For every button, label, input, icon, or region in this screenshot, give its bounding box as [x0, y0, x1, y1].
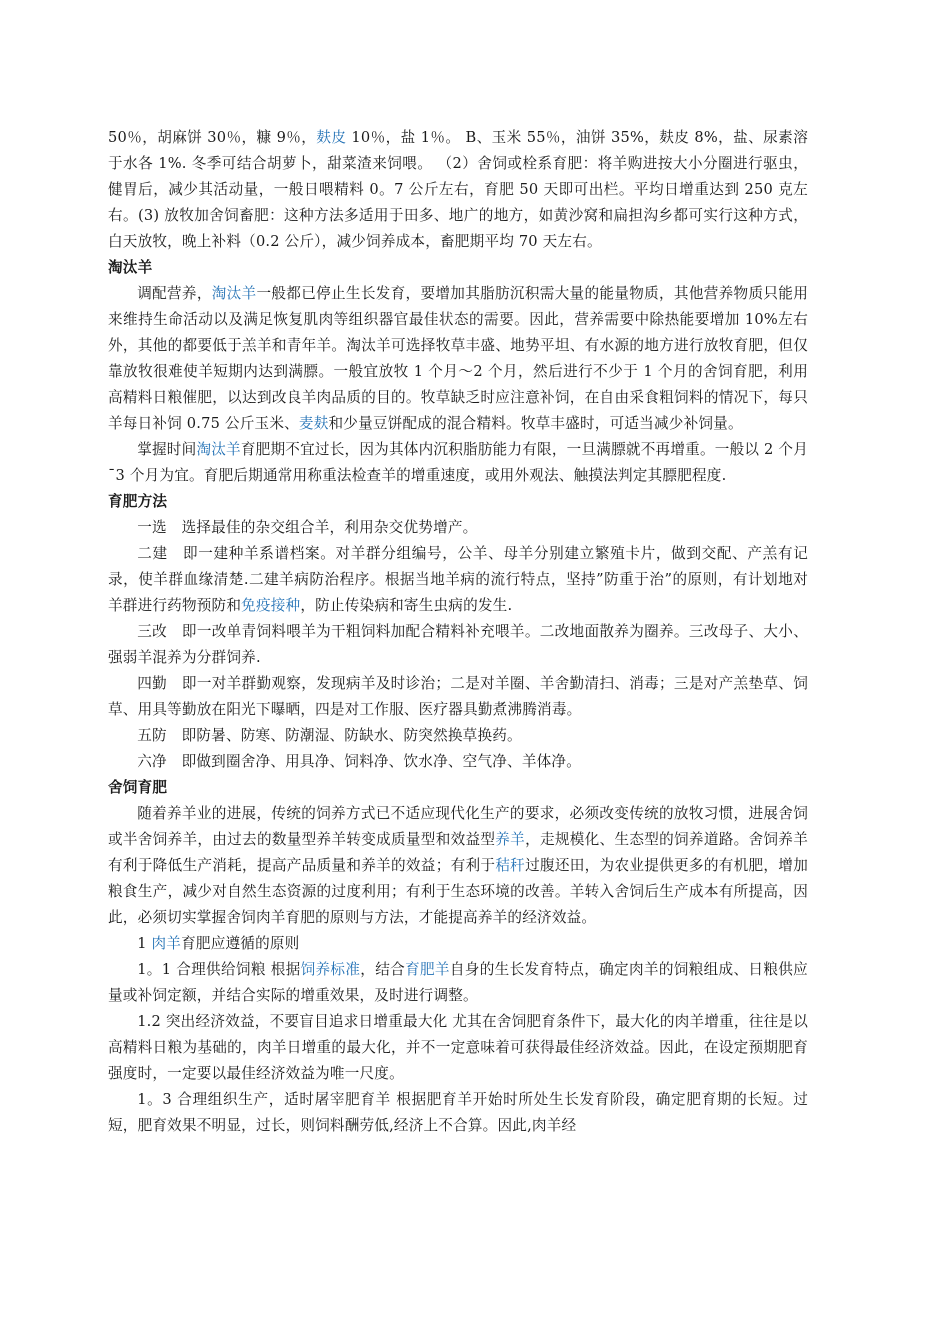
paragraph: 四勤 即一对羊群勤观察，发现病羊及时诊治；二是对羊圈、羊舍勤清扫、消毒；三是对产羔垫草、饲草、用具等勤放在阳光下曝晒，四是对工作服、医疗器具勤煮沸腾消毒。	[108, 675, 808, 718]
link-fupi[interactable]: 麸皮	[316, 129, 347, 146]
paragraph: 1。1 合理供给饲粮 根据饲养标准，结合育肥羊自身的生长发育特点，确定肉羊的饲粮组成、日粮供应量或补饲定额，并结合实际的增重效果，及时进行调整。	[108, 961, 808, 1004]
link-rouyang[interactable]: 肉羊	[151, 935, 182, 952]
paragraph: 随着养羊业的进展，传统的饲养方式已不适应现代化生产的要求，必须改变传统的放牧习惯，进展舍饲或半舍饲养羊，由过去的数量型养羊转变成质量型和效益型养羊，走规模化、生态型的饲养道路。舍饲养羊有利于降低生产消耗，提高产品质量和养羊的效益；有利于秸秆过腹还田，为农业提供更多的有机肥，增加粮食生产，减少对自然生态资源的过度利用；有利于生态环境的改善。羊转入舍饲后生产成本有所提高，因此，必须切实掌握舍饲肉羊育肥的原则与方法，才能提高养羊的经济效益。	[108, 805, 808, 926]
link-taotaiyang[interactable]: 淘汰羊	[196, 441, 241, 458]
paragraph: 一选 选择最佳的杂交组合羊，利用杂交优势增产。	[137, 519, 478, 536]
paragraph: 掌握时间淘汰羊育肥期不宜过长，因为其体内沉积脂肪能力有限，一旦满膘就不再增重。一般以 2 个月¯3 个月为宜。育肥后期通常用称重法检查羊的增重速度，或用外观法、触摸法判定其膘肥程度.	[108, 441, 808, 484]
intro-paragraph: 50％，胡麻饼 30％，糠 9％，麸皮 10％，盐 1％。 B、玉米 55％，油饼 35%，麸皮 8%，盐、尿素溶于水各 1%. 冬季可结合胡萝卜，甜菜渣来饲喂。 （2）舍饲或栓系育肥：将羊购进按大小分圈进行驱虫，健胃后，减少其活动量，一般日喂精料 0。7 公斤左右，育肥 50 天即可出栏。平均日增重达到 250 克左右。(3) 放牧加舍饲畜肥：这种方法多适用于田多、地广的地方，如黄沙窝和扁担沟乡都可实行这种方式，白天放牧，晚上补料（0.2 公斤），减少饲养成本，畜肥期平均 70 天左右。	[108, 129, 808, 250]
paragraph: 三改 即一改单青饲料喂羊为干粗饲料加配合精料补充喂羊。二改地面散养为圈养。三改母子、大小、强弱羊混养为分群饲养.	[108, 623, 808, 666]
paragraph: 1。3 合理组织生产，适时屠宰肥育羊 根据肥育羊开始时所处生长发育阶段，确定肥育期的长短。过短，肥育效果不明显，过长，则饲料酬劳低,经济上不合算。因此,肉羊经	[108, 1091, 808, 1134]
document-body	[108, 125, 808, 1139]
paragraph: 二建 即一建种羊系谱档案。对羊群分组编号，公羊、母羊分别建立繁殖卡片，做到交配、产羔有记录，使羊群血缘清楚.二建羊病防治程序。根据当地羊病的流行特点，坚持”防重于治”的原则，有计划地对羊群进行药物预防和免疫接种，防止传染病和寄生虫病的发生.	[108, 545, 808, 614]
section-heading-shesiyufei: 舍饲育肥	[108, 779, 168, 796]
section-heading-taotaiyang: 淘汰羊	[108, 259, 153, 276]
link-mianyijiezhong[interactable]: 免疫接种	[241, 597, 301, 614]
paragraph: 1.2 突出经济效益，不要盲目追求日增重最大化 尤其在舍饲肥育条件下，最大化的肉羊增重，往往是以高精料日粮为基础的，肉羊日增重的最大化，并不一定意味着可获得最佳经济效益。因此，在设定预期肥育强度时，一定要以最佳经济效益为唯一尺度。	[108, 1013, 808, 1082]
paragraph: 六净 即做到圈舍净、用具净、饲料净、饮水净、空气净、羊体净。	[137, 753, 582, 770]
link-yangyang[interactable]: 养羊	[495, 831, 526, 848]
link-taotaiyang[interactable]: 淘汰羊	[211, 285, 257, 302]
section-heading-yufeifangfa: 育肥方法	[108, 493, 168, 510]
paragraph: 五防 即防暑、防寒、防潮湿、防缺水、防突然换草换药。	[137, 727, 522, 744]
paragraph: 1 肉羊育肥应遵循的原则	[137, 935, 300, 952]
link-maifu[interactable]: 麦麸	[298, 415, 329, 432]
link-yufeiyang[interactable]: 育肥羊	[405, 961, 450, 978]
link-siyangbiaozhun[interactable]: 饲养标准	[300, 961, 361, 978]
paragraph: 调配营养，淘汰羊一般都已停止生长发育，要增加其脂肪沉积需大量的能量物质，其他营养物质只能用来维持生命活动以及满足恢复肌肉等组织器官最佳状态的需要。因此，营养需要中除热能要增加 10%左右外，其他的都要低于羔羊和青年羊。淘汰羊可选择牧草丰盛、地势平坦、有水源的地方进行放牧育肥，但仅靠放牧很难使羊短期内达到满膘。一般宜放牧 1 个月～2 个月，然后进行不少于 1 个月的舍饲育肥，利用高精料日粮催肥，以达到改良羊肉品质的目的。牧草缺乏时应注意补饲，在自由采食粗饲料的情况下，每只羊每日补饲 0.75 公斤玉米、麦麸和少量豆饼配成的混合精料。牧草丰盛时，可适当减少补饲量。	[108, 285, 808, 432]
link-jiegan[interactable]: 秸秆	[495, 857, 526, 874]
